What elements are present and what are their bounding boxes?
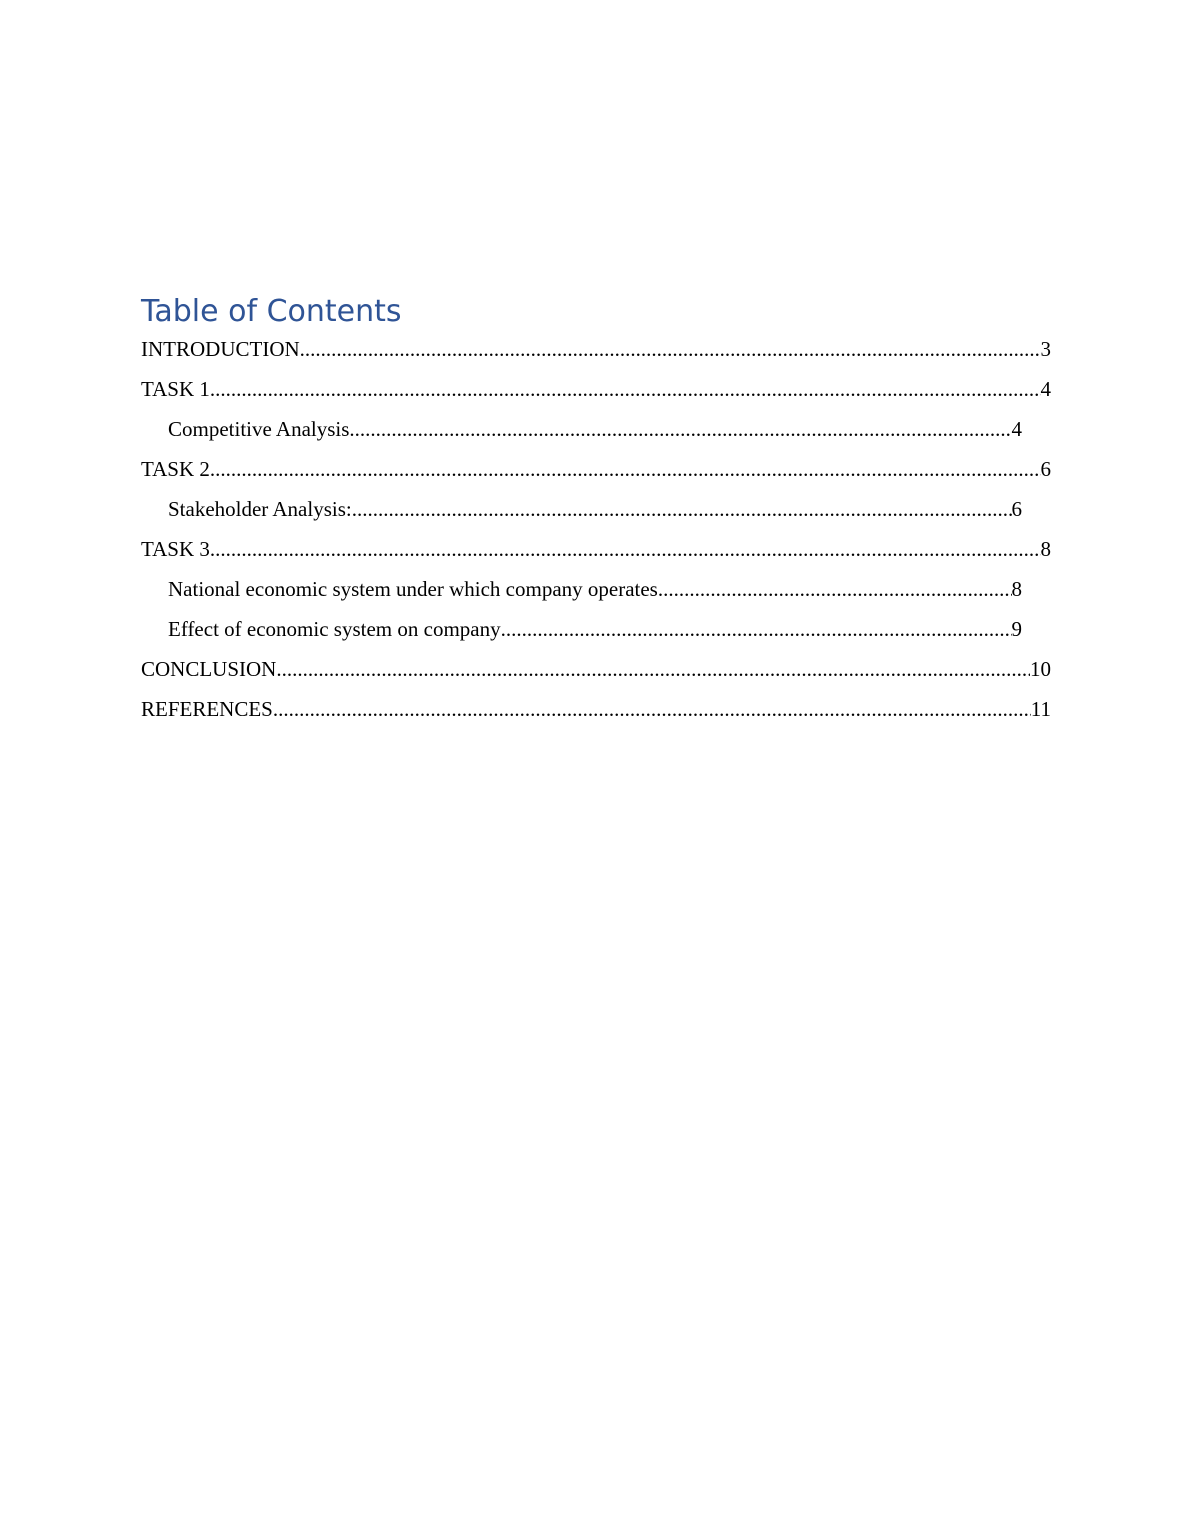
- toc-entry-label: TASK 3: [141, 537, 210, 561]
- toc-entry-label: REFERENCES: [141, 697, 273, 721]
- toc-entry-label: National economic system under which company operates: [168, 577, 658, 601]
- toc-entry-task-3[interactable]: [141, 534, 1051, 574]
- toc-page-number: 8: [1011, 577, 1022, 601]
- toc-page-number: 10: [1030, 657, 1051, 681]
- toc-page-number: 8: [1040, 537, 1051, 561]
- toc-entry-label: Competitive Analysis: [168, 417, 350, 441]
- toc-entry-stakeholder-analysis[interactable]: [141, 494, 1022, 534]
- toc-entry-label: Effect of economic system on company: [168, 617, 501, 641]
- toc-page-number: 4: [1011, 417, 1022, 441]
- toc-dot-leader: [276, 654, 1030, 684]
- toc-entry-competitive-analysis[interactable]: [141, 414, 1022, 454]
- toc-page-number: 3: [1040, 337, 1051, 361]
- toc-entry-national-economic-system[interactable]: [141, 574, 1022, 614]
- toc-list: [141, 334, 1051, 734]
- toc-entry-label: CONCLUSION: [141, 657, 277, 681]
- toc-entry-label: TASK 2: [141, 457, 210, 481]
- toc-page-number: 6: [1011, 497, 1022, 521]
- toc-entry-task-2[interactable]: [141, 454, 1051, 494]
- toc-entry-label: TASK 1: [141, 377, 210, 401]
- toc-entry-task-1[interactable]: [141, 374, 1051, 414]
- toc-dot-leader: [210, 454, 1041, 484]
- toc-entry-introduction[interactable]: [141, 334, 1051, 374]
- toc-dot-leader: [300, 334, 1041, 364]
- toc-entry-label: Stakeholder Analysis:: [168, 497, 352, 521]
- toc-dot-leader: [210, 534, 1041, 564]
- toc-page-number: 9: [1011, 617, 1022, 641]
- toc-dot-leader: [658, 574, 1012, 604]
- toc-title: Table of Contents: [141, 294, 402, 329]
- toc-dot-leader: [352, 494, 1012, 524]
- toc-dot-leader: [501, 614, 1012, 644]
- toc-page-number: 4: [1040, 377, 1051, 401]
- toc-entry-label: INTRODUCTION: [141, 337, 300, 361]
- toc-entry-conclusion[interactable]: [141, 654, 1051, 694]
- toc-page-number: 11: [1030, 697, 1051, 721]
- toc-dot-leader: [349, 414, 1011, 444]
- table-of-contents: [141, 290, 1051, 734]
- toc-dot-leader: [210, 374, 1041, 404]
- toc-page-number: 6: [1040, 457, 1051, 481]
- toc-entry-effect-of-economic-system[interactable]: [141, 614, 1022, 654]
- toc-entry-references[interactable]: [141, 694, 1051, 734]
- toc-dot-leader: [273, 694, 1031, 724]
